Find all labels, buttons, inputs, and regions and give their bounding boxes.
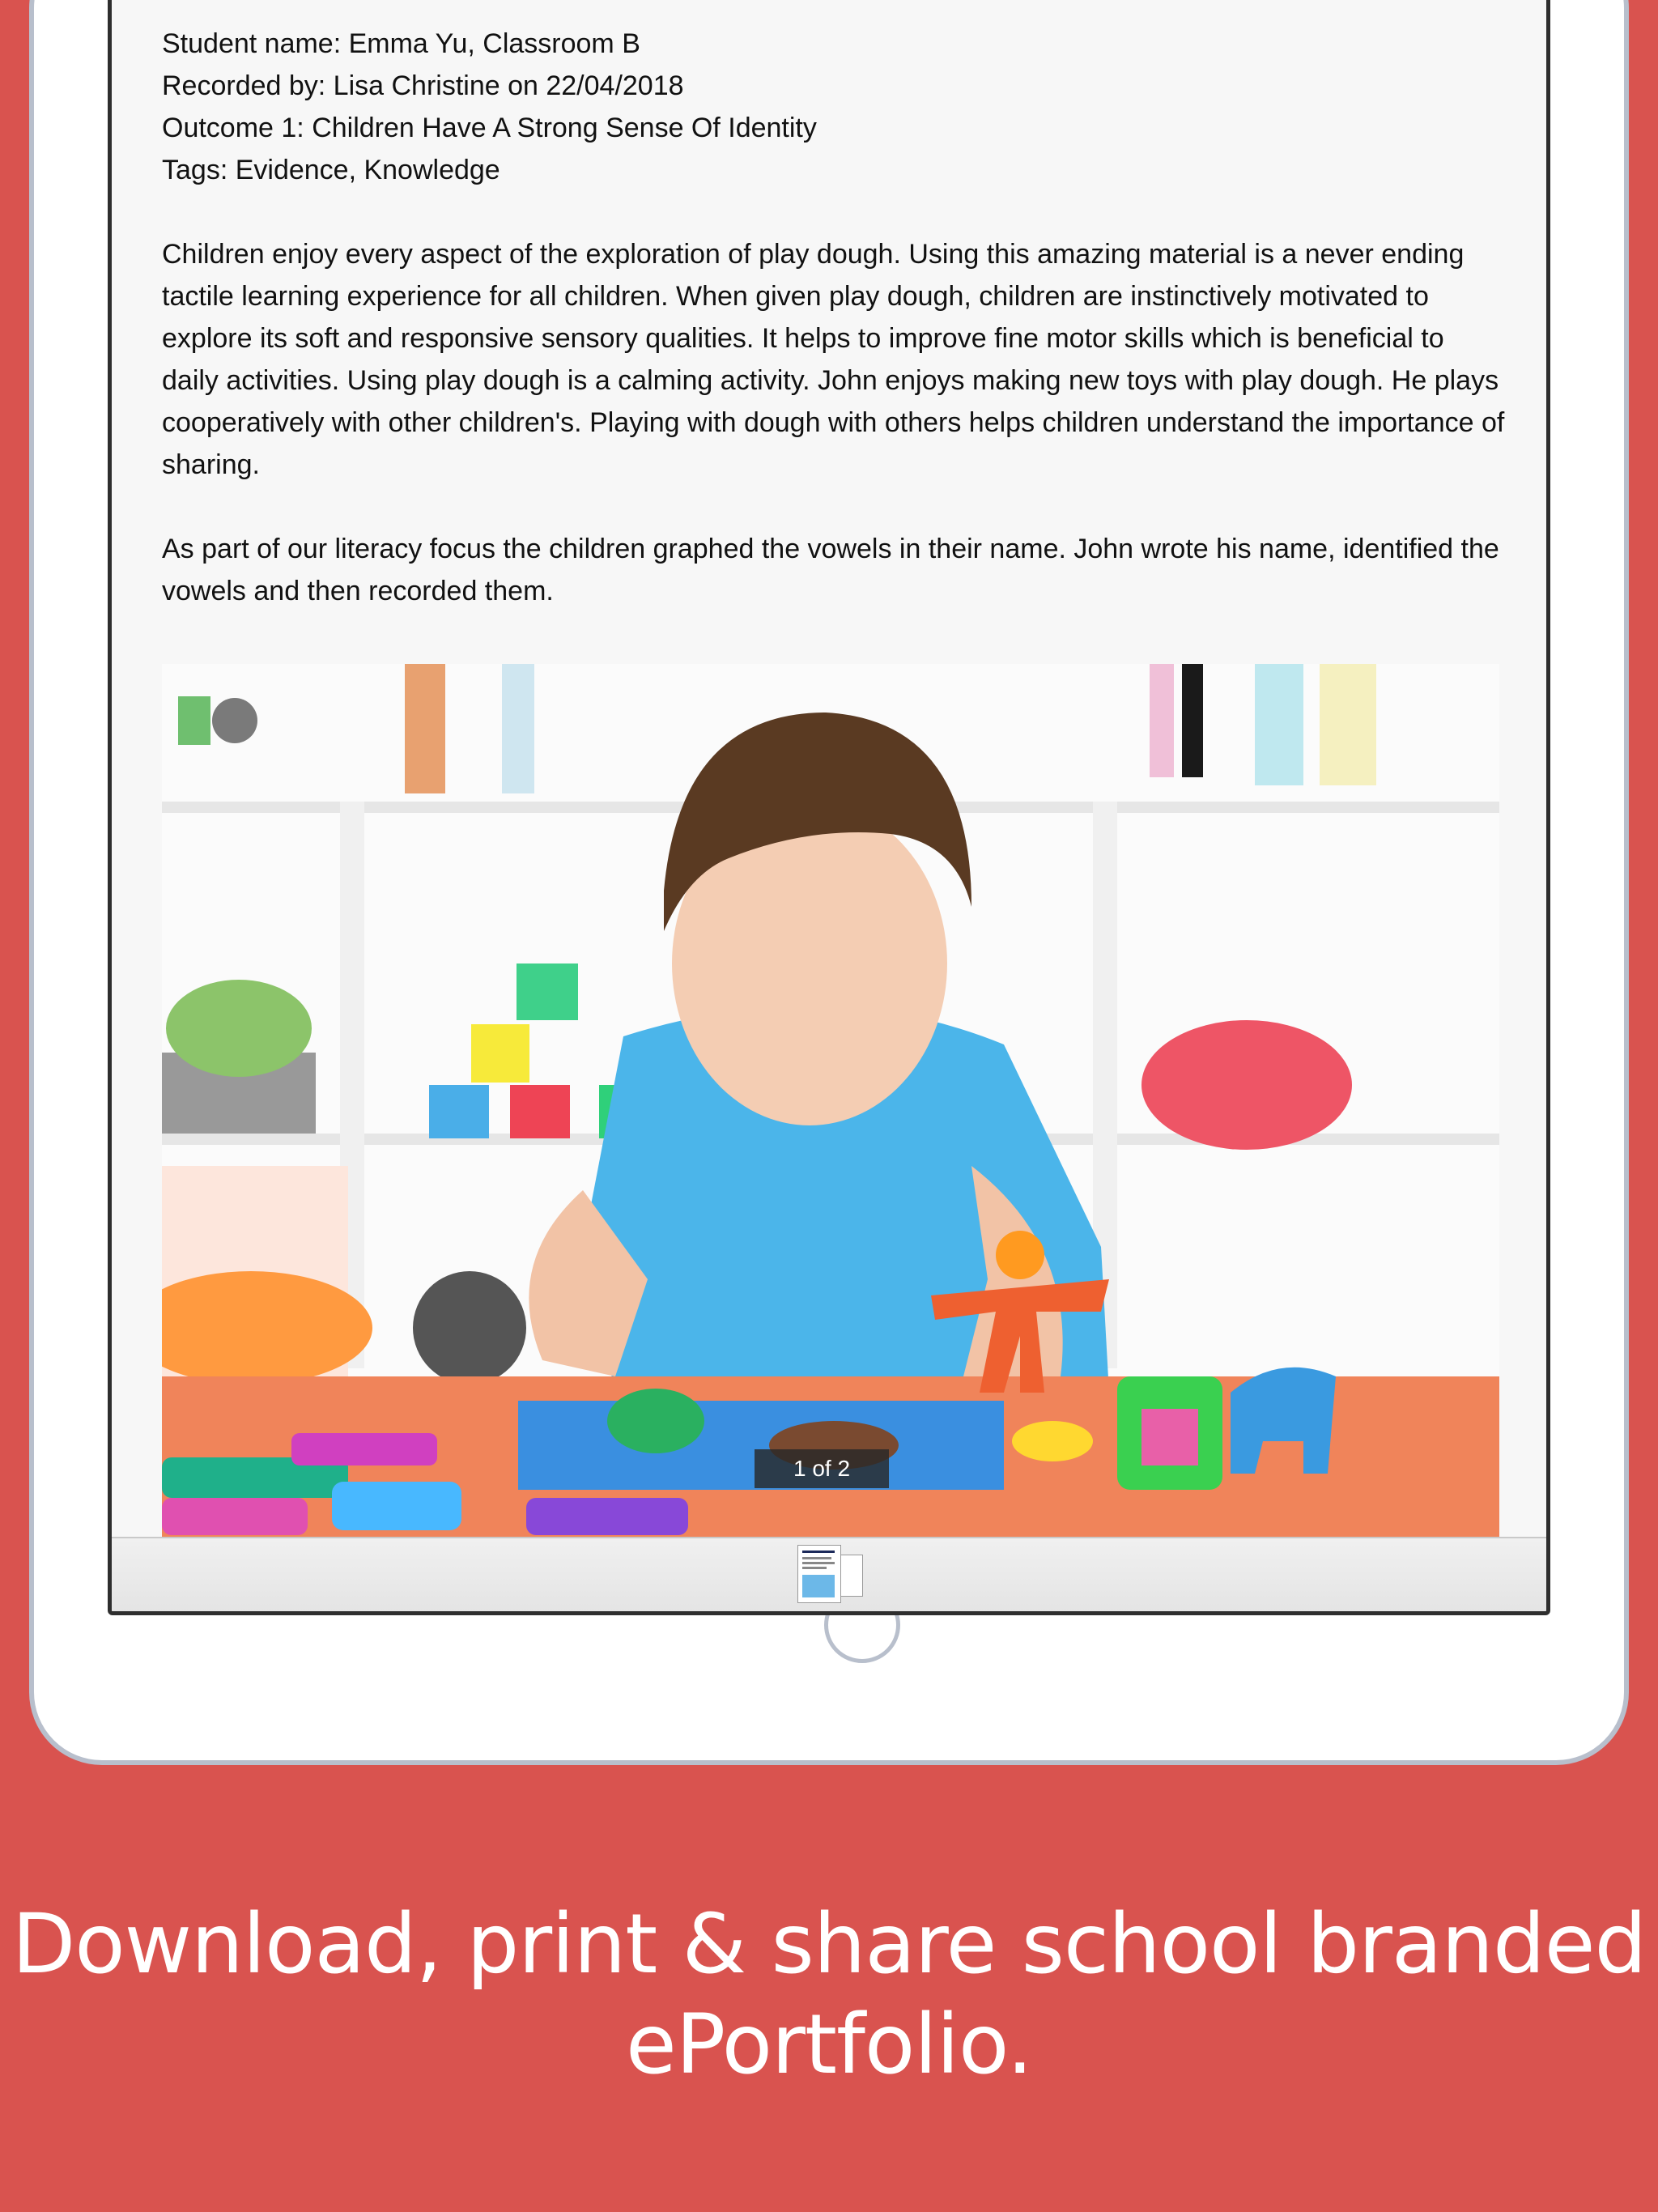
learning-outcome: Outcome 1: Children Have A Strong Sense Of Identity — [162, 113, 817, 143]
page-thumbnail-1[interactable] — [797, 1545, 841, 1603]
observation-paragraph-2: As part of our literacy focus the children graphed the vowels in their name. John wrote his name, identified the vowels and then recorded them. — [162, 534, 1499, 606]
thumbnail-strip — [112, 1537, 1546, 1613]
page-thumbnail-2[interactable] — [840, 1555, 863, 1597]
promo-caption — [0, 1895, 1658, 2095]
observation-photo[interactable] — [162, 664, 1499, 1537]
photo-counter: 1 of 2 — [755, 1449, 889, 1488]
portfolio-screen — [108, 0, 1550, 1615]
observation-paragraph-1: Children enjoy every aspect of the exploration of play dough. Using this amazing material is a never ending tactile learning experience for all children. When given play dough, children are instinctively motivated to explore its soft and responsive sensory qualities. It helps to improve fine motor skills which is beneficial to daily activities. Using play dough is a calming activity. John enjoys making new toys with play dough. He plays cooperatively with other children's. Playing with dough with others helps children understand the importance of sharing. — [162, 239, 1505, 480]
tags: Tags: Evidence, Knowledge — [162, 155, 500, 185]
caption-line-1: Download, print & share school branded — [11, 1896, 1647, 1993]
caption-line-2: ePortfolio. — [626, 1997, 1032, 2093]
photo-illustration — [162, 664, 1499, 1537]
record-details — [162, 23, 1506, 191]
student-name: Student name: Emma Yu, Classroom B — [162, 28, 640, 59]
recorded-by: Recorded by: Lisa Christine on 22/04/2018 — [162, 70, 684, 101]
